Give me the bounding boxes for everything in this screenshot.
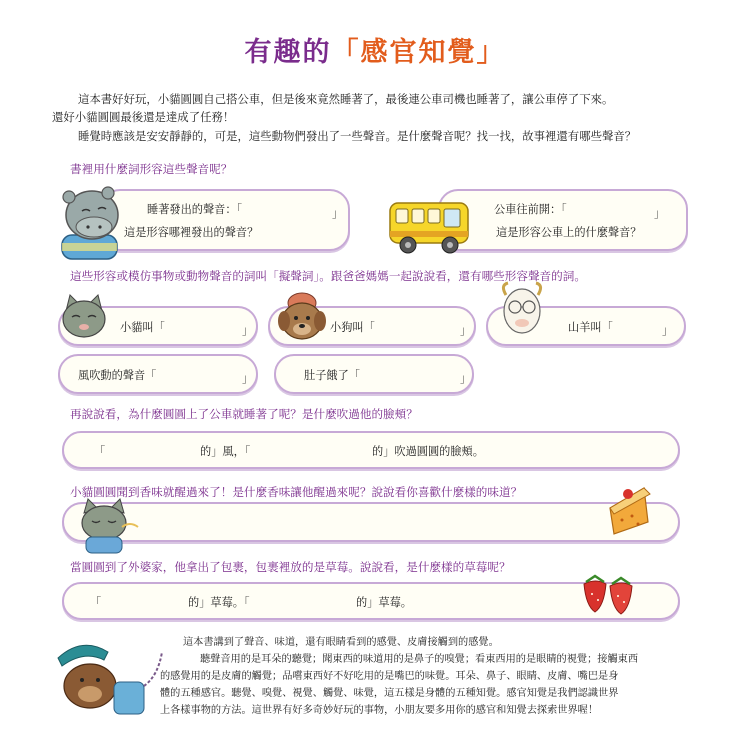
- strawberries-illustration: [580, 572, 638, 616]
- answer-box-wind-cheek[interactable]: [62, 431, 680, 469]
- title-highlight: 感官知覺: [360, 37, 477, 68]
- question-4: 小貓圓圓聞到香味就醒過來了！是什麼香味讓他醒過來呢？說說看你喜歡什麼樣的味道？: [70, 485, 523, 499]
- footer-line-3: 的感覺用的是皮膚的觸覺；品嚐東西好不好吃用的是嘴巴的味覺。耳朵、鼻子、眼睛、皮膚、嘴巴是身: [160, 671, 619, 682]
- answer-box-hungry-sound[interactable]: [274, 354, 474, 394]
- strawberry-open: 「: [90, 596, 102, 609]
- bear-driver-illustration: [54, 636, 174, 720]
- bus-sound-question: 這是形容公車上的什麼聲音？: [496, 226, 642, 239]
- page-title: [0, 30, 750, 69]
- wind-cheek-mid-1: 的」風，「: [200, 445, 251, 458]
- cat-sound-label: 小貓叫「: [120, 321, 165, 334]
- cat-sound-close: 」: [242, 324, 254, 337]
- footer-line-5: 上各樣事物的方法。這世界有好多奇妙好玩的事物，小朋友要多用你的感官和知覺去探索世界喔！: [160, 705, 599, 716]
- answer-box-smell[interactable]: [62, 502, 680, 542]
- sleep-sound-close: 」: [332, 207, 344, 220]
- dog-sound-label: 小狗叫「: [330, 321, 375, 334]
- wind-cheek-mid-2: 的」吹過圓圓的臉頰。: [372, 445, 484, 458]
- question-2: 這些形容或模仿事物或動物聲音的詞叫「擬聲詞」。跟爸爸媽媽一起說說看，還有哪些形容聲音的詞。: [70, 269, 586, 283]
- bus-illustration: [386, 197, 476, 257]
- wind-sound-label: 風吹動的聲音「: [78, 369, 157, 382]
- wind-sound-close: 」: [242, 372, 254, 385]
- goat-sound-label: 山羊叫「: [568, 321, 613, 334]
- wind-cheek-open: 「: [94, 445, 106, 458]
- dog-sound-close: 」: [460, 324, 472, 337]
- dog-illustration: [276, 289, 328, 347]
- intro-line-2: 還好小貓圓圓最後還是達成了任務！: [52, 110, 235, 124]
- answer-box-wind-sound[interactable]: [58, 354, 258, 394]
- intro-line-1: 這本書好好玩，小貓圓圓自己搭公車，但是後來竟然睡著了，最後連公車司機也睡著了，讓公車停了下來。: [78, 92, 614, 106]
- hippo-illustration: [54, 183, 134, 265]
- sleepy-cat-illustration: [72, 497, 140, 555]
- title-open-bracket: 「: [331, 37, 361, 68]
- cat-illustration: [58, 293, 110, 345]
- bus-sound-label: 公車往前開：「: [494, 203, 567, 216]
- footer-line-2: 聽聲音用的是耳朵的聽覺；聞東西的味道用的是鼻子的嗅覺；看東西用的是眼睛的視覺；接觸東西: [200, 654, 639, 665]
- hungry-sound-close: 」: [460, 372, 472, 385]
- title-prefix: 有趣的: [244, 37, 332, 68]
- goat-sound-close: 」: [662, 324, 674, 337]
- strawberry-mid-2: 的」草莓。: [356, 596, 412, 609]
- footer-line-4: 體的五種感官。聽覺、嗅覺、視覺、觸覺、味覺，這五樣是身體的五種知覺。感官知覺是我們認識世界: [160, 688, 619, 699]
- intro-line-3: 睡覺時應該是安安靜靜的，可是，這些動物們發出了一些聲音。是什麼聲音呢？找一找，故事裡還有哪些聲音？: [78, 129, 637, 143]
- goat-illustration: [494, 281, 550, 343]
- bus-sound-close: 」: [654, 207, 666, 220]
- strawberry-mid-1: 的」草莓。「: [188, 596, 250, 609]
- title-close-bracket: 」: [476, 37, 506, 68]
- answer-box-sleep[interactable]: [100, 189, 350, 251]
- question-1: 書裡用什麼詞形容這些聲音呢？: [70, 162, 233, 176]
- hungry-sound-label: 肚子餓了「: [304, 369, 360, 382]
- question-3: 再說說看，為什麼圓圓上了公車就睡著了呢？是什麼吹過他的臉頰？: [70, 407, 418, 421]
- footer-line-1: 這本書講到了聲音、味道，還有眼睛看到的感覺、皮膚接觸到的感覺。: [183, 637, 499, 648]
- sleep-sound-question: 這是形容哪裡發出的聲音？: [124, 226, 259, 239]
- question-5: 當圓圓到了外婆家，他拿出了包裹，包裹裡放的是草莓。說說看，是什麼樣的草莓呢？: [70, 560, 511, 574]
- sleep-sound-label: 睡著發出的聲音：「: [147, 203, 243, 216]
- cake-illustration: [604, 482, 656, 540]
